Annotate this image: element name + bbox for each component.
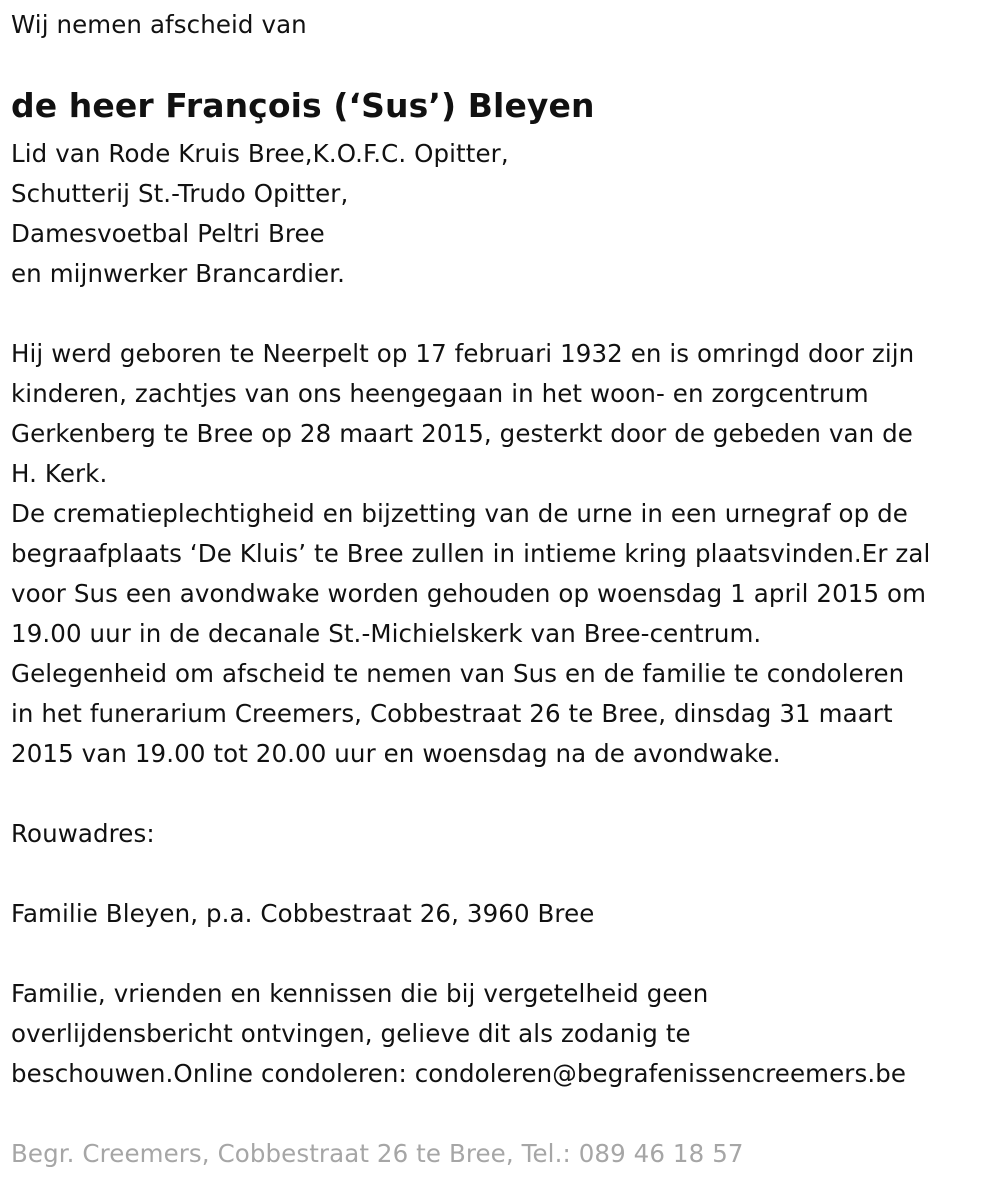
announcement-line: 19.00 uur in de decanale St.-Michielskerk van Bree-centrum. bbox=[11, 619, 762, 648]
intro-text: Wij nemen afscheid van bbox=[11, 10, 307, 39]
notice-line: Familie, vrienden en kennissen die bij vergetelheid geen bbox=[11, 979, 709, 1008]
announcement-line: voor Sus een avondwake worden gehouden op woensdag 1 april 2015 om bbox=[11, 579, 927, 608]
announcement-line: begraafplaats ‘De Kluis’ te Bree zullen in intieme kring plaatsvinden.Er zal bbox=[11, 539, 931, 568]
condolence-email[interactable]: condoleren@begrafenissencreemers.be bbox=[414, 1059, 907, 1088]
announcement-line: kinderen, zachtjes van ons heengegaan in het woon- en zorgcentrum bbox=[11, 379, 869, 408]
announcement-line: De crematieplechtigheid en bijzetting van de urne in een urnegraf op de bbox=[11, 499, 908, 528]
mourning-address: Familie Bleyen, p.a. Cobbestraat 26, 3960 Bree bbox=[11, 899, 595, 928]
announcement-line: Hij werd geboren te Neerpelt op 17 februari 1932 en is omringd door zijn bbox=[11, 339, 915, 368]
membership-line: en mijnwerker Brancardier. bbox=[11, 259, 346, 288]
membership-line: Lid van Rode Kruis Bree,K.O.F.C. Opitter, bbox=[11, 139, 509, 168]
deceased-name: de heer François (‘Sus’) Bleyen bbox=[11, 86, 595, 125]
funeral-home-footer: Begr. Creemers, Cobbestraat 26 te Bree, Tel.: 089 46 18 57 bbox=[11, 1139, 744, 1168]
announcement-line: in het funerarium Creemers, Cobbestraat 26 te Bree, dinsdag 31 maart bbox=[11, 699, 893, 728]
membership-line: Schutterij St.-Trudo Opitter, bbox=[11, 179, 349, 208]
notice-line: overlijdensbericht ontvingen, gelieve dit als zodanig te bbox=[11, 1019, 691, 1048]
announcement-line: H. Kerk. bbox=[11, 459, 108, 488]
announcement-line: 2015 van 19.00 tot 20.00 uur en woensdag na de avondwake. bbox=[11, 739, 781, 768]
announcement-line: Gelegenheid om afscheid te nemen van Sus en de familie te condoleren bbox=[11, 659, 905, 688]
membership-line: Damesvoetbal Peltri Bree bbox=[11, 219, 325, 248]
announcement-line: Gerkenberg te Bree op 28 maart 2015, gesterkt door de gebeden van de bbox=[11, 419, 913, 448]
address-label: Rouwadres: bbox=[11, 819, 155, 848]
notice-prefix: beschouwen.Online condoleren: bbox=[11, 1059, 415, 1088]
notice-line-last bbox=[11, 1054, 906, 1094]
